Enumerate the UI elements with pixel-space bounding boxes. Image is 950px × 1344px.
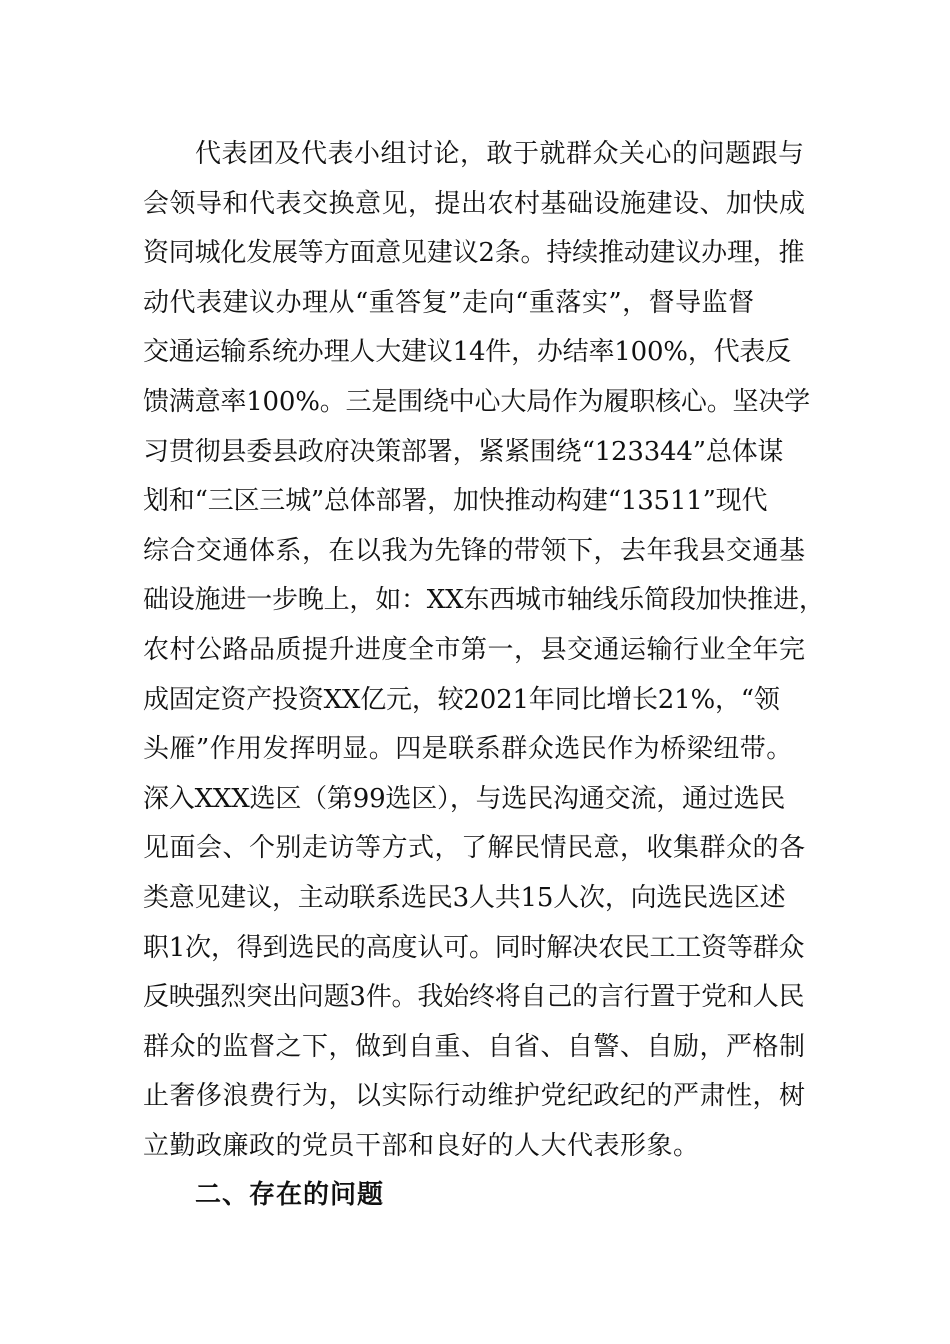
text-line: 职1次，得到选民的高度认可。同时解决农民工工资等群众 [143,932,805,963]
text-line: 综合交通体系，在以我为先锋的带领下，去年我县交通基 [143,535,806,566]
text-line: 类意见建议，主动联系选民3人共15人次，向选民选区述 [143,882,786,913]
text-line: 习贯彻县委县政府决策部署，紧紧围绕“123344”总体谋 [143,436,784,467]
text-line: 会领导和代表交换意见，提出农村基础设施建设、加快成 [143,188,806,219]
text-line: 交通运输系统办理人大建议14件，办结率100%，代表反 [143,337,792,368]
text-line: 头雁”作用发挥明显。四是联系群众选民作为桥梁纽带。 [143,734,793,765]
text-line: 动代表建议办理从“重答复”走向“重落实”，督导监督 [143,287,755,318]
text-line: 馈满意率100%。三是围绕中心大局作为履职核心。坚决学 [143,386,810,417]
text-line: 成固定资产投资XX亿元，较2021年同比增长21%，“领 [143,684,780,715]
text-line: 立勤政廉政的党员干部和良好的人大代表形象。 [143,1130,700,1161]
text-line: 止奢侈浪费行为，以实际行动维护党纪政纪的严肃性，树 [143,1081,806,1112]
text-line: 代表团及代表小组讨论，敢于就群众关心的问题跟与 [195,139,805,169]
body-paragraph [143,130,823,1171]
text-line: 农村公路品质提升进度全市第一，县交通运输行业全年完 [143,634,806,665]
section-heading: 二、存在的问题 [195,1180,385,1210]
text-line: 反映强烈突出问题3件。我始终将自己的言行置于党和人民 [143,982,805,1013]
text-line: 深入XXX选区（第99选区），与选民沟通交流，通过选民 [143,783,786,814]
text-line: 见面会、个别走访等方式，了解民情民意，收集群众的各 [143,833,806,864]
text-line: 础设施进一步晚上，如：XX东西城市轴线乐简段加快推进， [143,585,825,616]
text-line: 资同城化发展等方面意见建议2条。持续推动建议办理，推 [143,238,805,269]
text-line: 群众的监督之下，做到自重、自省、自警、自励，严格制 [143,1031,806,1062]
text-line: 划和“三区三城”总体部署，加快推动构建“13511”现代 [143,486,768,517]
